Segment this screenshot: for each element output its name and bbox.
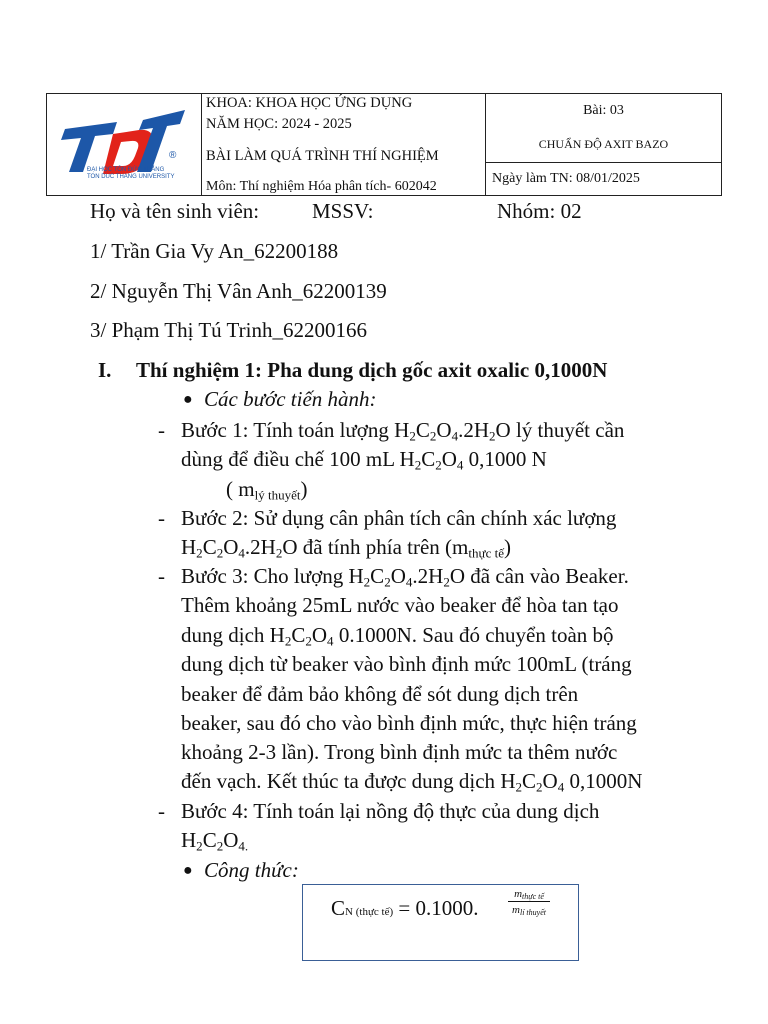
student-2: 2/ Nguyễn Thị Vân Anh_62200139	[90, 279, 387, 303]
step-3-dash: -	[158, 564, 165, 588]
step-3-line-6: beaker, sau đó cho vào bình định mức, thực hiện tráng	[181, 711, 637, 735]
lab-date: Ngày làm TN: 08/01/2025	[492, 171, 640, 186]
logo-subtitle	[87, 167, 174, 181]
school-year: NĂM HỌC: 2024 - 2025	[206, 116, 352, 132]
step-3-line-2: Thêm khoảng 25mL nước vào beaker để hòa tan tạo	[181, 593, 619, 617]
formula-numerator: $m_{thực tế}$	[508, 888, 550, 902]
step-2-line-1: Bước 2: Sử dụng cân phân tích cân chính xác lượng	[181, 506, 617, 530]
step-1-line-1: Bước 1: Tính toán lượng $H_2C_2O_4.2H_2O$ lý thuyết cần	[181, 418, 625, 444]
step-4-line-2: $H_2C_2O_{4.}$	[181, 828, 249, 854]
step-2-dash: -	[158, 506, 165, 530]
section-title: Thí nghiệm 1: Pha dung dịch gốc axit oxalic 0,1000N	[136, 358, 608, 382]
university-logo-cell	[47, 94, 202, 195]
lab-number: Bài: 03	[583, 103, 624, 118]
step-3-line-1: Bước 3: Cho lượng $H_2C_2O_4.2H_2O$ đã cân vào Beaker.	[181, 564, 629, 590]
formula-heading: Công thức:	[204, 858, 299, 882]
group-label: Nhóm: 02	[497, 199, 582, 223]
student-name-label: Họ và tên sinh viên:	[90, 199, 260, 223]
step-3-line-8: đến vạch. Kết thúc ta được dung dịch $H_2C_2O_4$ 0,1000N	[181, 769, 643, 795]
student-id-label: MSSV:	[312, 199, 374, 223]
step-3-line-5: beaker để đảm bảo không để sót dung dịch trên	[181, 682, 579, 706]
report-title: BÀI LÀM QUÁ TRÌNH THÍ NGHIỆM	[206, 148, 439, 164]
formula-expression: CN (thực tế) = 0.1000.	[331, 896, 479, 920]
faculty: KHOA: KHOA HỌC ỨNG DỤNG	[206, 95, 413, 111]
lab-info-cell	[486, 94, 721, 163]
step-1-dash: -	[158, 418, 165, 442]
logo-sub-line1: ĐẠI HỌC TÔN ĐỨC THẮNG	[87, 167, 165, 173]
formula-denominator: $m_{lí thuyết}$	[512, 904, 546, 917]
course-name: Môn: Thí nghiệm Hóa phân tích- 602042	[206, 179, 437, 194]
lab-name: CHUẨN ĐỘ AXIT BAZO	[538, 137, 669, 151]
formula-fraction	[508, 888, 550, 916]
formula-box	[302, 884, 579, 961]
bullet-icon: ●	[183, 391, 193, 408]
header-info-cell	[201, 94, 486, 195]
logo-sub-line2: TON DUC THANG UNIVERSITY	[87, 174, 175, 180]
step-3-line-4: dung dịch từ beaker vào bình định mức 100mL (tráng	[181, 652, 632, 676]
student-1: 1/ Trần Gia Vy An_62200188	[90, 239, 339, 263]
section-number: I.	[98, 358, 112, 382]
student-3: 3/ Phạm Thị Tú Trinh_62200166	[90, 318, 367, 342]
steps-heading: Các bước tiến hành:	[204, 387, 377, 411]
document-header	[46, 93, 722, 196]
step-3-line-3: dung dịch $H_2C_2O_4$ 0.1000N. Sau đó chuyển toàn bộ	[181, 623, 614, 649]
step-4-dash: -	[158, 799, 165, 823]
step-4-line-1: Bước 4: Tính toán lại nồng độ thực của dung dịch	[181, 799, 600, 823]
date-cell	[486, 163, 721, 195]
registered-mark: ®	[169, 150, 177, 161]
bullet-icon: ●	[183, 862, 193, 879]
step-2-line-2: $H_2C_2O_4.2H_2O$ đã tính phía trên $(m_{thực tế})$	[181, 535, 511, 561]
step-1-line-2: dùng để điều chế 100 mL $H_2C_2O_4$ 0,1000 N	[181, 447, 547, 473]
step-1-line-3: ( $m_{lý thuyết}$)	[226, 477, 308, 503]
step-3-line-7: khoảng 2-3 lần). Trong bình định mức ta thêm nước	[181, 740, 618, 764]
